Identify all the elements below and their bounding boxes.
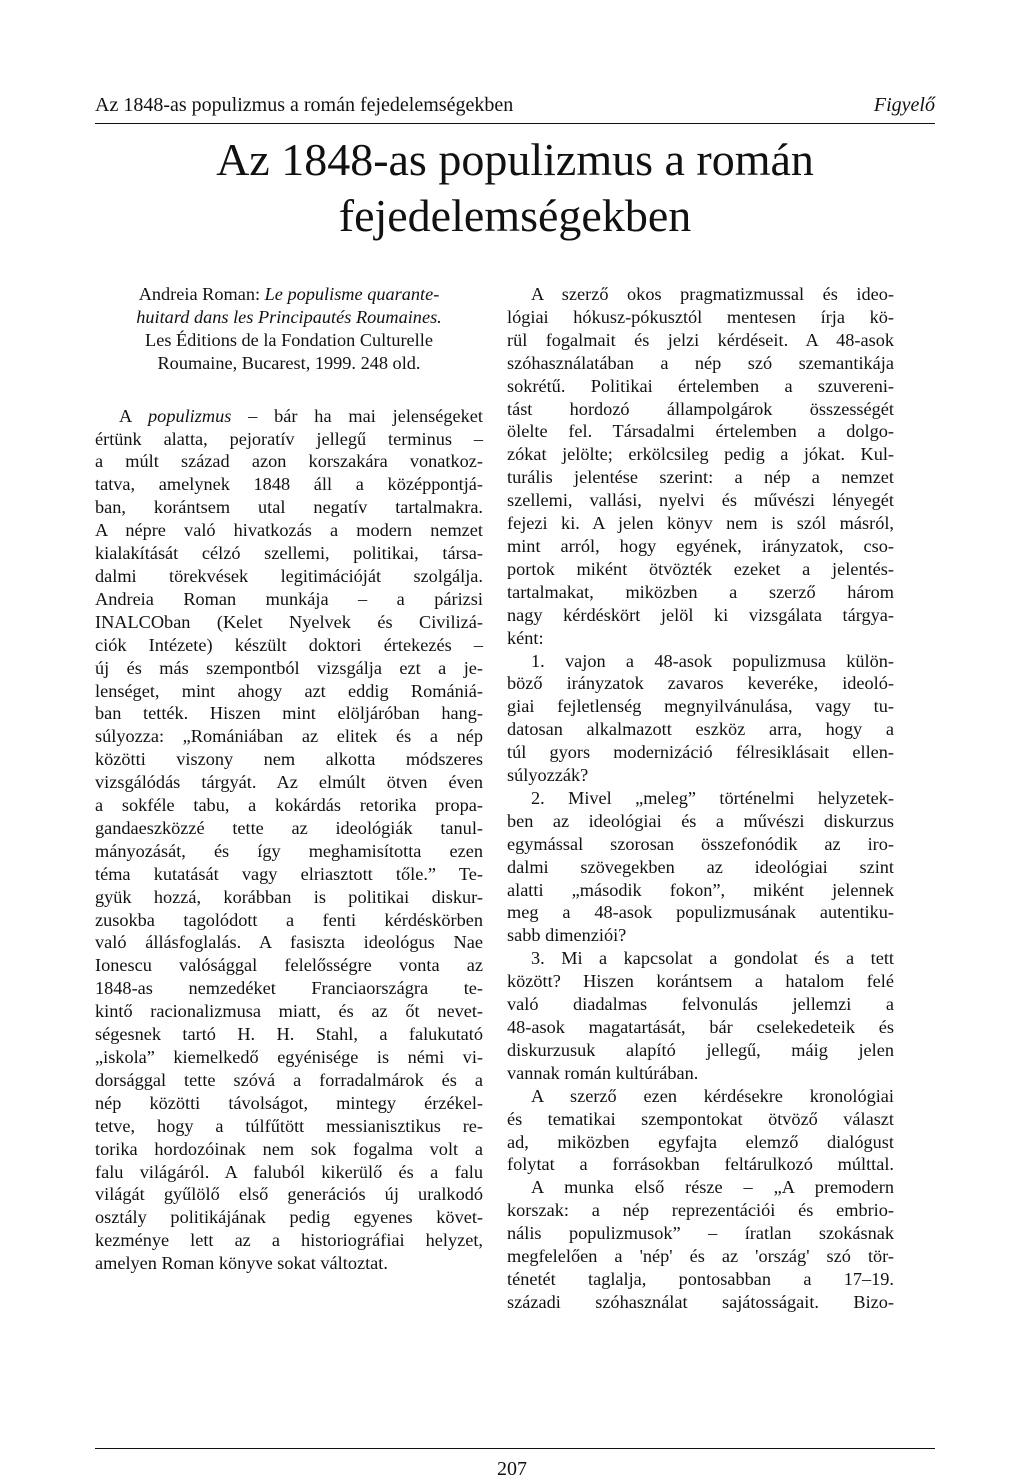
article-title [95, 132, 935, 244]
body-line: tatva, amelynek 1848 áll a középpontjá- [95, 474, 483, 495]
body-line: való diadalmas felvonulás jellemzi a [507, 994, 894, 1015]
body-line: INALCOban (Kelet Nyelvek és Civilizá- [95, 611, 483, 632]
body-line: amelyen Roman könyve sokat változtat. [95, 1253, 388, 1274]
header-rule [95, 123, 935, 124]
running-head [95, 94, 935, 117]
title-line-2: fejedelemségekben [338, 190, 692, 241]
body-line: osztály politikájának pedig egyenes követ- [95, 1207, 483, 1228]
body-line: értünk alatta, pejoratív jellegű terminus – [95, 428, 483, 449]
body-line: fejezi ki. A jelen könyv nem is szól másról, [507, 513, 894, 534]
body-line: közötti viszony nem alkotta módszeres [95, 749, 483, 770]
left-column [95, 283, 483, 1275]
body-line: ad, miközben egyfajta elemző dialógust [507, 1131, 894, 1152]
body-line: mányozását, és így meghamisította ezen [95, 840, 483, 861]
body-line: között? Hiszen korántsem a hatalom felé [507, 971, 894, 992]
body-line: lógiai hókusz-pókusztól mentesen írja kö- [507, 306, 894, 327]
body-line: nagy kérdéskört jelöl ki vizsgálata tárgya- [507, 604, 894, 625]
left-column-body [95, 405, 483, 1275]
biblio-publisher: Les Éditions de la Fondation Culturelle [145, 329, 433, 350]
body-line: turális jelentése szerint: a nép a nemzet [507, 467, 894, 488]
body-line: tást hordozó állampolgárok összességét [507, 398, 894, 419]
biblio-title-part: huitard dans les Principautés Roumaines. [136, 306, 442, 327]
body-text: – bár ha mai jelenségeket [231, 405, 483, 426]
body-line: ölelte fel. Társadalmi értelemben a dolgo- [507, 421, 894, 442]
body-line: kintő racionalizmusa miatt, és az őt nevet- [95, 1001, 483, 1022]
body-line: tartalmakat, miközben a szerző három [507, 581, 894, 602]
body-line: dalmi törekvések legitimációját szolgálja. [95, 565, 483, 586]
body-line: böző irányzatok zavaros keveréke, ideoló- [507, 673, 894, 694]
body-line: sokrétű. Politikai értelemben a szuvereni- [507, 375, 894, 396]
body-line: Ionescu valósággal felelősségre vonta az [95, 955, 483, 976]
biblio-author: Andreia Roman: [138, 284, 265, 304]
body-line: vannak román kultúrában. [507, 1062, 699, 1083]
body-line: vizsgálódás tárgyát. Az elmúlt ötven éven [95, 772, 483, 793]
biblio-place-date: Roumaine, Bucarest, 1999. 248 old. [157, 352, 421, 373]
body-line: szellemi, vallási, nyelvi és művészi lényegét [507, 490, 894, 511]
body-line: és tematikai szempontokat ötvöző választ [507, 1108, 894, 1129]
body-line: diskurzusuk alapító jellegű, máig jelen [507, 1039, 894, 1060]
body-line: 48-asok magatartását, bár cselekedeteik és [507, 1017, 894, 1037]
body-line: torika hordozóinak nem sok fogalma volt a [95, 1138, 483, 1159]
body-line: súlyozza: „Romániában az elitek és a nép [95, 726, 483, 747]
body-line: „iskola” kiemelkedő egyénisége is némi vi- [95, 1047, 483, 1067]
page-number: 207 [497, 1458, 527, 1480]
body-line: ségesnek tartó H. H. Stahl, a falukutató [95, 1024, 483, 1045]
body-line: lenséget, mint ahogy azt eddig Romániá- [95, 680, 483, 701]
body-line: kialakítását célzó szellemi, politikai, társa- [95, 543, 483, 564]
body-line: mint arról, hogy egyének, irányzatok, cso- [507, 535, 894, 556]
biblio-line [95, 283, 483, 306]
body-text: A [119, 405, 149, 426]
bibliographic-reference [95, 283, 483, 375]
section-label: Figyelő [873, 94, 935, 116]
body-line: giai fejletlenség megnyilvánulása, vagy tu- [507, 696, 894, 717]
body-line: zusokba tagolódott a fenti kérdéskörben [95, 909, 483, 930]
body-line: való állásfoglalás. A fasiszta ideológus Nae [95, 932, 483, 953]
right-column [507, 283, 894, 1314]
body-line: falu világáról. A faluból kikerülő és a falu [95, 1161, 483, 1182]
body-line: alatti „második fokon”, miként jelennek [507, 879, 894, 900]
body-line: a sokféle tabu, a kokárdás retorika propa- [95, 795, 483, 816]
body-line: 3. Mi a kapcsolat a gondolat és a tett [531, 948, 894, 969]
body-line: egymással szorosan összefonódik az iro- [507, 833, 894, 854]
body-line: századi szóhasználat sajátosságait. Bizo- [507, 1291, 894, 1312]
body-line: ben az ideológiai és a művészi diskurzus [507, 810, 894, 831]
body-line: nép közötti távolságot, mintegy érzékel- [95, 1092, 483, 1113]
body-line: ban tették. Hiszen mint elöljáróban hang- [95, 703, 483, 724]
body-line: nális populizmusok” – íratlan szokásnak [507, 1223, 894, 1244]
body-line: A népre való hivatkozás a modern nemzet [95, 520, 483, 541]
right-column-body [507, 283, 894, 1314]
body-line: rül fogalmait és jelzi kérdéseit. A 48-asok [507, 329, 894, 350]
body-line: tetve, hogy a túlfűtött messianisztikus re- [95, 1115, 483, 1136]
body-line: kezménye lett az a historiográfiai helyzet, [95, 1230, 483, 1251]
body-line: téma kutatását vagy elriasztott tőle.” Te- [95, 863, 483, 884]
body-line: 1. vajon a 48-asok populizmusa külön- [531, 650, 894, 671]
body-line: új és más szempontból vizsgálja ezt a je- [95, 657, 483, 678]
body-line: A szerző ezen kérdésekre kronológiai [531, 1085, 894, 1106]
title-line-1: Az 1848-as populizmus a román [216, 134, 814, 185]
body-line: megfelelően a 'nép' és az 'ország' szó tör- [507, 1246, 894, 1267]
body-line: korszak: a nép reprezentációi és embrio- [507, 1200, 894, 1221]
body-line: Andreia Roman munkája – a párizsi [95, 588, 483, 609]
body-line: A szerző okos pragmatizmussal és ideo- [531, 284, 894, 304]
body-line: ként: [507, 627, 544, 648]
body-text-italic: populizmus [148, 405, 232, 426]
body-line: folytat a forrásokban feltárulkozó múlttal. [507, 1154, 894, 1175]
body-line: gyük hozzá, korábban is politikai diskur- [95, 886, 483, 907]
body-line: világát gyűlölő első generációs új uralkodó [95, 1184, 483, 1205]
body-line: meg a 48-asok populizmusának autentiku- [507, 902, 894, 923]
body-line: a múlt század azon korszakára vonatkoz- [95, 451, 483, 472]
body-line: ciók Intézete) készült doktori értekezés – [95, 634, 483, 655]
footer-rule [95, 1448, 935, 1449]
body-line: portok miként ötvözték ezeket a jelentés- [507, 558, 894, 579]
body-line [95, 405, 483, 428]
body-line: zókat jelölte; erkölcsileg pedig a jókat. Kul- [507, 444, 894, 465]
body-line: dalmi szövegekben az ideológiai szint [507, 856, 894, 877]
body-line: szóhasználatában a nép szó szemantikája [507, 352, 894, 373]
body-line: A munka első része – „A premodern [531, 1177, 894, 1198]
running-title: Az 1848-as populizmus a román fejedelemségekben [95, 94, 514, 116]
body-line: ténetét taglalja, pontosabban a 17–19. [507, 1268, 894, 1289]
body-line: gandaeszközzé tette az ideológiák tanul- [95, 817, 483, 838]
body-line: ban, korántsem utal negatív tartalmakra. [95, 497, 483, 518]
biblio-title-part: Le populisme quarante- [264, 284, 440, 304]
body-line: túl gyors modernizáció félresiklásait ellen- [507, 742, 894, 763]
body-line: dorsággal tette szóvá a forradalmárok és a [95, 1069, 483, 1090]
body-line: 1848-as nemzedéket Franciaországra te- [95, 978, 483, 999]
body-line: datosan alkalmazott eszköz arra, hogy a [507, 719, 894, 740]
body-line: 2. Mivel „meleg” történelmi helyzetek- [531, 787, 894, 808]
body-line: súlyozzák? [507, 765, 589, 786]
body-line: sabb dimenziói? [507, 925, 627, 946]
